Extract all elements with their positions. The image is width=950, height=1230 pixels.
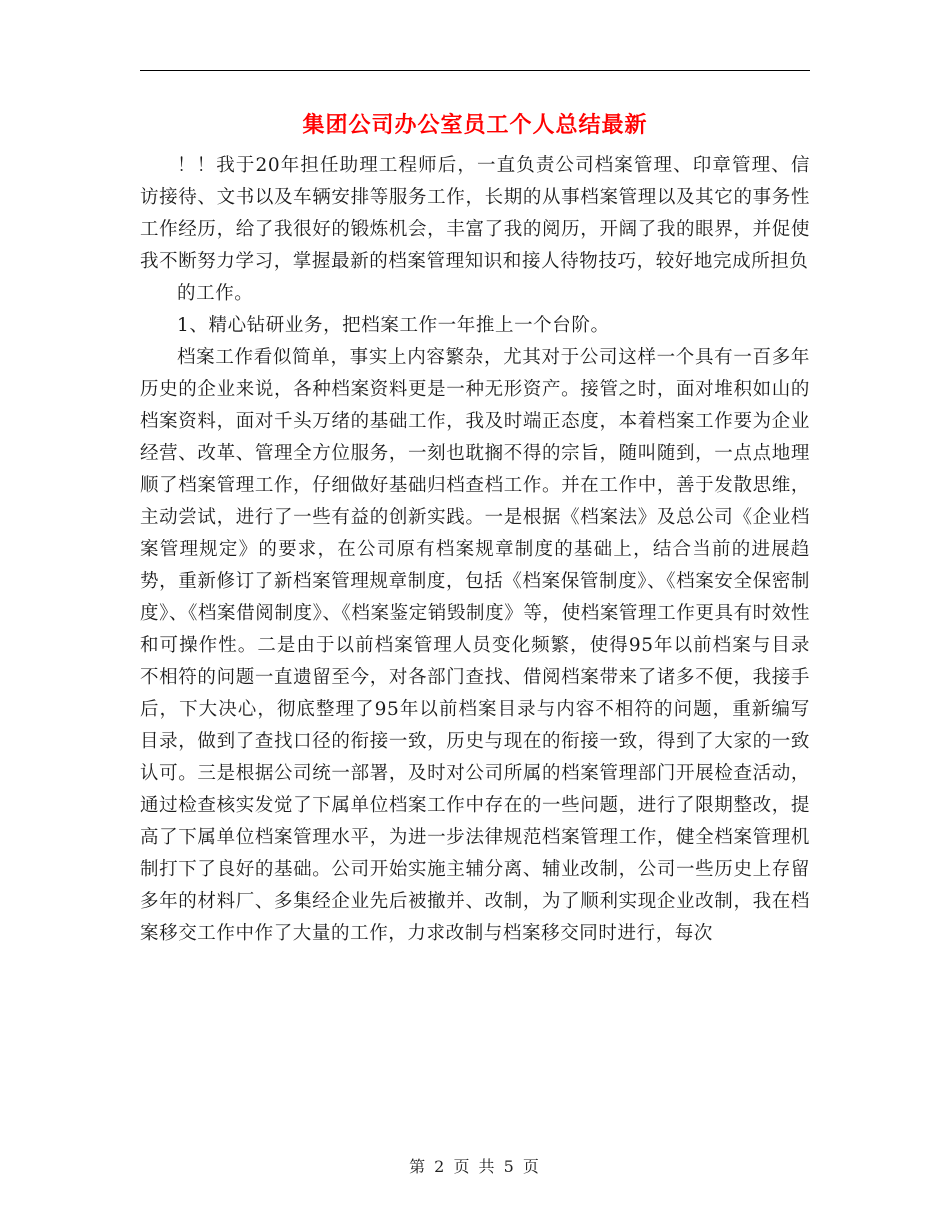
document-title: 集团公司办公室员工个人总结最新 — [302, 112, 648, 138]
section-heading-1: 1、精心钻研业务，把档案工作一年推上一个台阶。 — [177, 315, 610, 336]
paragraph-continuation: 的工作。 — [177, 283, 254, 304]
header-rule — [140, 70, 810, 71]
paragraph-archive-work: 档案工作看似简单，事实上内容繁杂，尤其对于公司这样一个具有一百多年历史的企业来说，各种档案资料更是一种无形资产。接管之时，面对堆积如山的档案资料，面对千头万绪的基础工作，我及时端正态度，本着档案工作要为企业经营、改革、管理全方位服务，一刻也耽搁不得的宗旨，随叫随到，一点点地理顺了档案管理工作，仔细做好基础归档查档工作。并在工作中，善于发散思维，主动尝试，进行了一些有益的创新实践。一是根据《档案法》及总公司《企业档案管理规定》的要求，在公司原有档案规章制度的基础上，结合当前的进展趋势，重新修订了新档案管理规章制度，包括《档案保管制度》、《档案安全保密制度》、《档案借阅制度》、《档案鉴定销毁制度》等，使档案管理工作更具有时效性和可操作性。二是由于以前档案管理人员变化频繁，使得95年以前档案与目录不相符的问题一直遗留至今，对各部门查找、借阅档案带来了诸多不便，我接手后，下大决心，彻底整理了95年以前档案目录与内容不相符的问题，重新编写目录，做到了查找口径的衔接一致，历史与现在的衔接一致，得到了大家的一致认可。三是根据公司统一部署，及时对公司所属的档案管理部门开展检查活动，通过检查核实发觉了下属单位档案工作中存在的一些问题，进行了限期整改，提高了下属单位档案管理水平，为进一步法律规范档案管理工作，健全档案管理机制打下了良好的基础。公司开始实施主辅分离、辅业改制，公司一些历史上存留多年的材料厂、多集经企业先后被撤并、改制，为了顺利实现企业改制，我在档案移交工作中作了大量的工作，力求改制与档案移交同时进行，每次 — [140, 347, 810, 944]
page-number: 第 2 页 共 5 页 — [409, 1157, 541, 1176]
paragraph-intro: ！！我于20年担任助理工程师后，一直负责公司档案管理、印章管理、信访接待、文书以及车辆安排等服务工作，长期的从事档案管理以及其它的事务性工作经历，给了我很好的锻炼机会，丰富了我的阅历，开阔了我的眼界，并促使我不断努力学习，掌握最新的档案管理知识和接人待物技巧，较好地完成所担负 — [140, 155, 810, 272]
document-body — [140, 150, 810, 950]
